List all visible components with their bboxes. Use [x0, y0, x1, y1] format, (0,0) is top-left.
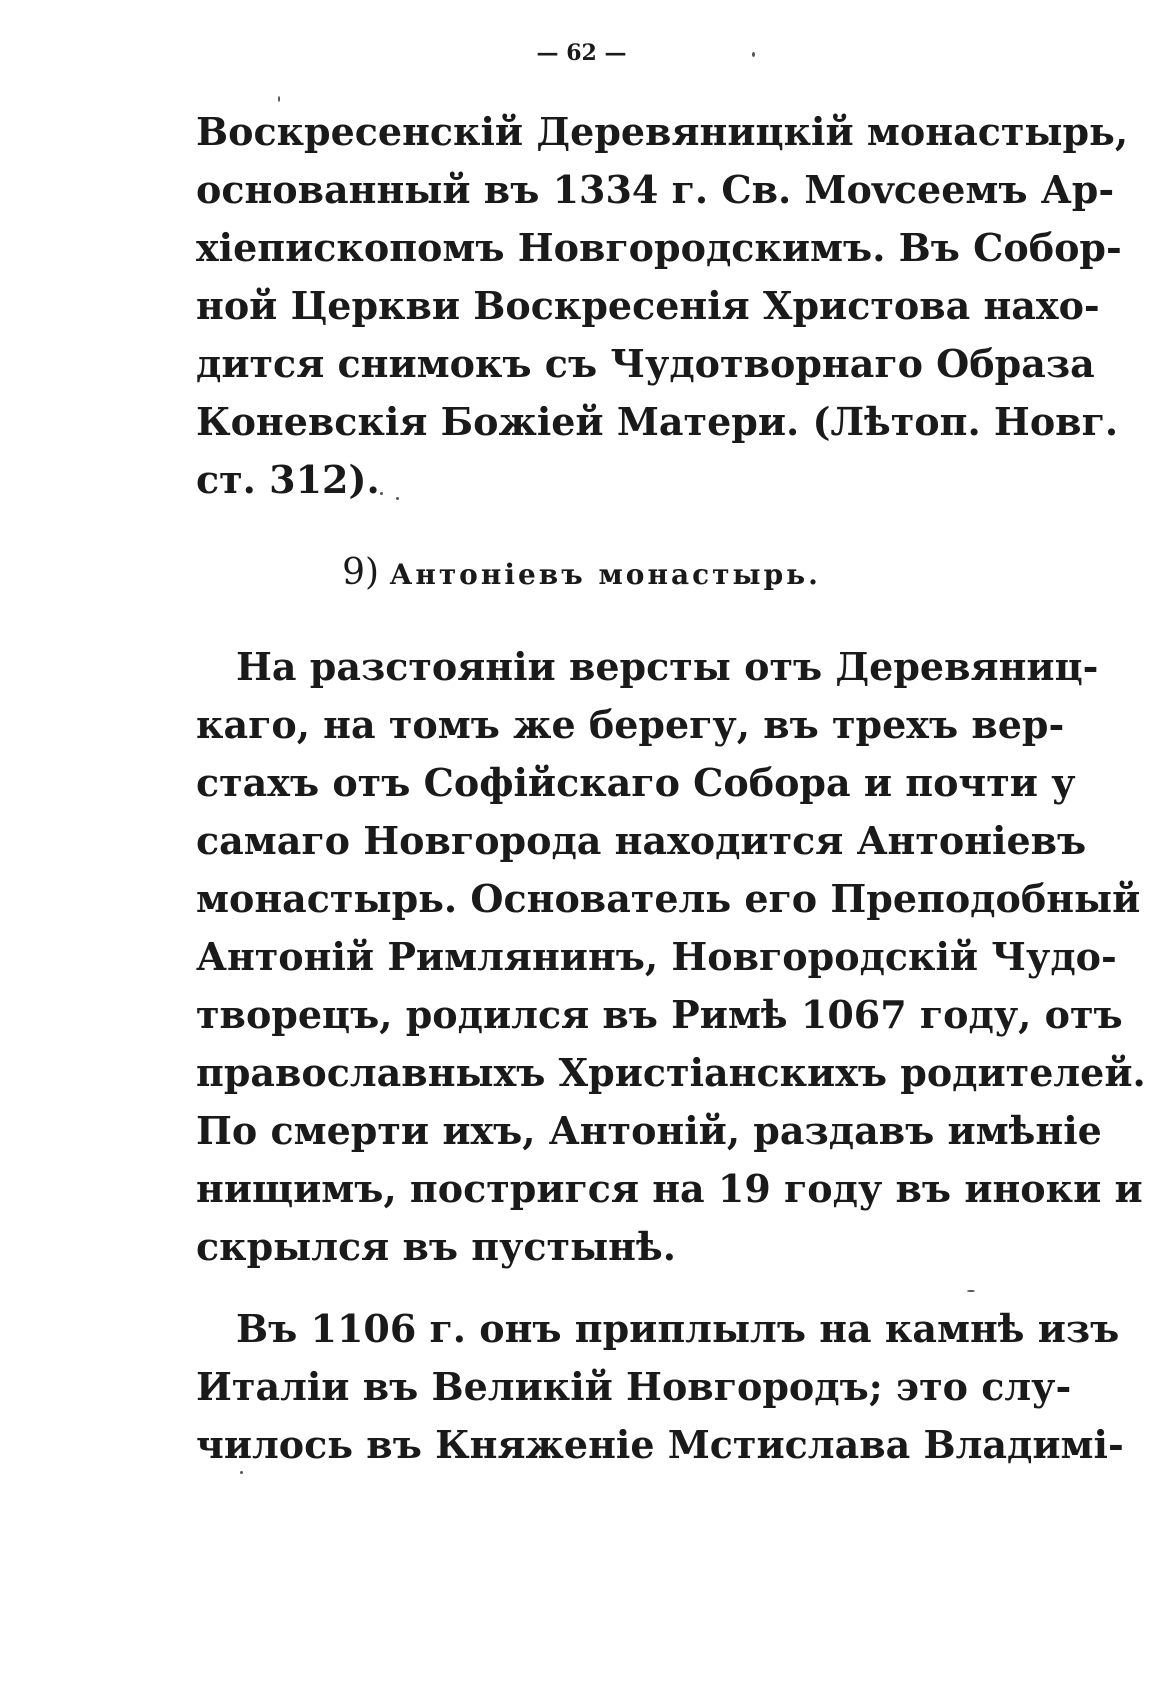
section-number: 9): [342, 552, 380, 593]
text-line: каго, на томъ же берегу, въ трехъ вер-: [196, 702, 1065, 747]
text-line: ной Церкви Воскресенія Христова нахо-: [196, 283, 1100, 328]
paragraph-deverenitsky: [196, 103, 1129, 509]
section-title: Антоніевъ монастырь.: [389, 558, 821, 591]
scan-speck: [967, 1290, 975, 1292]
text-line: Воскресенскій Деревяницкій монастырь,: [196, 109, 1129, 154]
text-line: По смерти ихъ, Антоній, раздавъ имѣніе: [196, 1108, 1102, 1153]
text-line: творецъ, родился въ Римѣ 1067 году, отъ: [196, 992, 1123, 1037]
text-line: нищимъ, постригся на 19 году въ иноки и: [196, 1166, 1143, 1211]
text-line: Антоній Римлянинъ, Новгородскій Чудо-: [196, 934, 1117, 979]
text-line: Въ 1106 г. онъ приплылъ на камнѣ изъ: [236, 1306, 1120, 1351]
text-line: дится снимокъ съ Чудотворнаго Образа: [196, 341, 1095, 386]
text-line: самаго Новгорода находится Антоніевъ: [196, 818, 1087, 863]
page-number: — 62 —: [536, 40, 627, 66]
scan-speck: [380, 492, 383, 495]
text-line: чилось въ Княженіе Мстислава Владимі-: [196, 1422, 1124, 1467]
scan-speck: [240, 1471, 243, 1474]
scan-speck: [752, 52, 755, 57]
section-heading: [0, 548, 1163, 600]
text-line: хіепископомъ Новгородскимъ. Въ Собор-: [196, 225, 1122, 270]
text-line: монастырь. Основатель его Преподобный: [196, 876, 1141, 921]
text-line: скрылся въ пустынѣ.: [196, 1224, 676, 1269]
text-line: Италіи въ Великій Новгородъ; это слу-: [196, 1364, 1072, 1409]
text-line: основанный въ 1334 г. Св. Моvсеемъ Ар-: [196, 167, 1115, 212]
paragraph-antoniev: [196, 638, 1146, 1276]
scan-speck: [278, 96, 280, 102]
text-line: ст. 312).: [196, 457, 380, 502]
paragraph-arrival: [196, 1300, 1124, 1474]
text-line: стахъ отъ Софійскаго Собора и почти у: [196, 760, 1076, 805]
text-line: православныхъ Христіанскихъ родителей.: [196, 1050, 1146, 1095]
text-line: На разстояніи версты отъ Деревяниц-: [236, 644, 1099, 689]
text-line: Коневскія Божіей Матери. (Лѣтоп. Новг.: [196, 399, 1119, 444]
scan-speck: [396, 497, 399, 500]
